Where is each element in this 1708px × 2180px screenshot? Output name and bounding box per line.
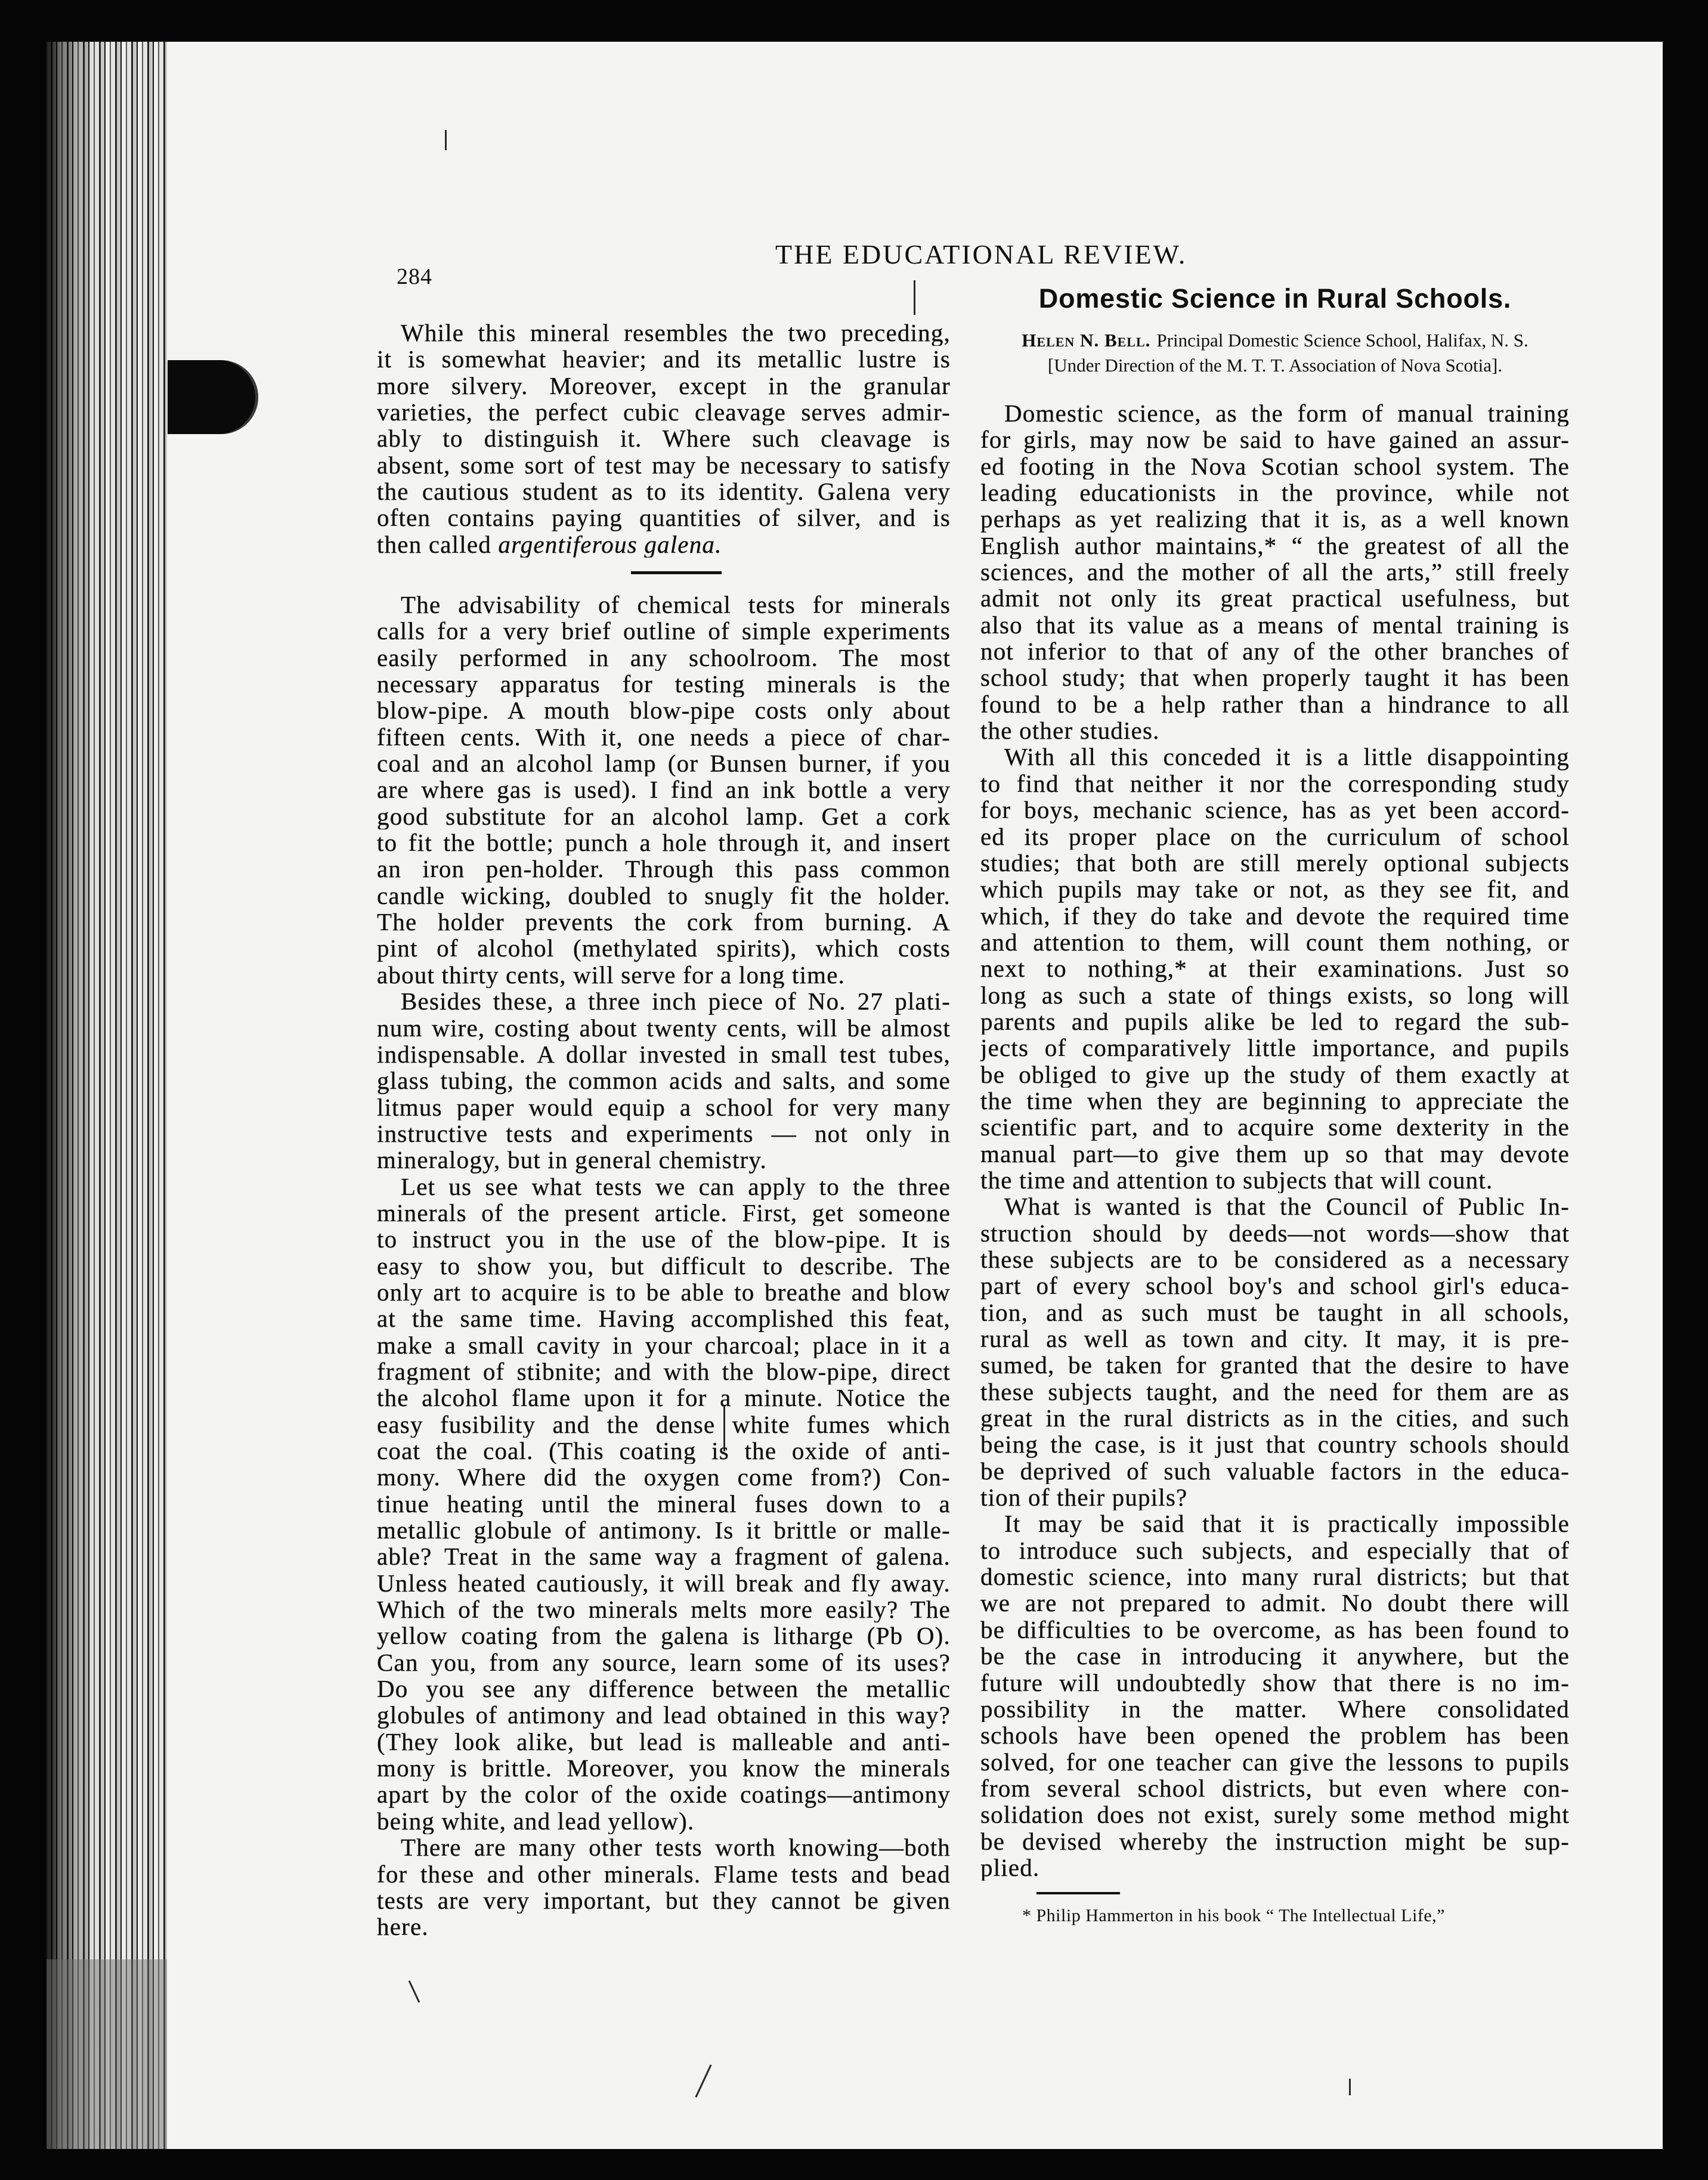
text-line: ed its proper place on the curriculum of school — [980, 823, 1570, 850]
text-line: (They look alike, but lead is malleable and anti- — [377, 1728, 951, 1755]
text-line: mony is brittle. Moreover, you know the minerals — [377, 1755, 951, 1782]
text-line: which pupils may take or not, as they see fit, and — [980, 876, 1570, 903]
text-line: solved, for one teacher can give the lessons to pupils — [980, 1748, 1570, 1775]
text-line: admit not only its great practical usefulness, but — [980, 585, 1570, 612]
text-line: globules of antimony and lead obtained in this way? — [377, 1702, 951, 1729]
scan-mark — [914, 280, 915, 315]
text-line: blow-pipe. A mouth blow-pipe costs only about — [377, 697, 951, 724]
text-line: next to nothing,* at their examinations. Just so — [980, 955, 1570, 982]
text-line: candle wicking, doubled to snugly fit the holder. — [377, 882, 951, 909]
text-line: fragment of stibnite; and with the blow-pipe, direct — [377, 1358, 951, 1385]
text-line: apart by the color of the oxide coatings—antimony — [377, 1781, 951, 1808]
byline — [980, 328, 1570, 353]
text-line: Domestic science, as the form of manual training — [1004, 400, 1570, 427]
paragraph — [377, 988, 951, 1173]
journal-title: THE EDUCATIONAL REVIEW. — [775, 239, 1187, 270]
text-line: easy fusibility and the dense white fumes which — [377, 1411, 951, 1438]
text-line: mineralogy, but in general chemistry. — [377, 1147, 767, 1173]
paragraph — [980, 744, 1570, 1193]
text-line: parents and pupils alike be led to regard the sub- — [980, 1008, 1570, 1035]
text-line: which, if they do take and devote the required time — [980, 902, 1570, 929]
text-line: possibility in the matter. Where consolidated — [980, 1695, 1570, 1723]
text-line: great in the rural districts as in the cities, and such — [980, 1405, 1570, 1432]
text-line: It may be said that it is practically impossible — [1004, 1510, 1570, 1537]
text-line: studies; that both are still merely optional subjects — [980, 849, 1570, 877]
page-number: 284 — [397, 264, 432, 289]
text-line: the alcohol flame upon it for a minute. Notice the — [377, 1385, 951, 1411]
text-line: more silvery. Moreover, except in the granular — [377, 372, 951, 400]
text-line: English author maintains,* “ the greatest of all the — [980, 532, 1570, 559]
text-line: be the case in introducing it anywhere, but the — [980, 1643, 1570, 1670]
text-line: domestic science, into many rural districts; but that — [980, 1563, 1570, 1590]
text-line: coal and an alcohol lamp (or Bunsen burner, if you — [377, 750, 951, 777]
text-line: jects of comparatively little importance, and pupils — [980, 1035, 1570, 1061]
text-line: instructive tests and experiments — not only in — [377, 1120, 951, 1147]
text-line: are where gas is used). I find an ink bottle a very — [377, 776, 951, 803]
text-line: Let us see what tests we can apply to the three — [401, 1173, 951, 1200]
paragraph — [377, 320, 951, 558]
paragraph — [980, 1510, 1570, 1881]
text-line: ably to distinguish it. Where such cleavage is — [377, 425, 951, 452]
text-line: minerals of the present article. First, get someone — [377, 1199, 951, 1227]
text-line: glass tubing, the common acids and salts, and some — [377, 1067, 951, 1094]
text-line: from several school districts, but even where con- — [980, 1775, 1570, 1802]
text-line: rural as well as town and city. It may, it is pre- — [980, 1326, 1570, 1352]
text-line: and attention to them, will count them nothing, or — [980, 928, 1570, 956]
text-line: it is somewhat heavier; and its metallic lustre is — [377, 346, 951, 373]
text-line: yellow coating from the galena is litharge (Pb O). — [377, 1622, 951, 1649]
text-line: to find that neither it nor the corresponding study — [980, 770, 1570, 797]
paragraph — [980, 1193, 1570, 1510]
text-line: scientific part, and to acquire some dexterity in the — [980, 1114, 1570, 1141]
text-line: The holder prevents the cork from burning. A — [377, 909, 951, 936]
scan-mark — [445, 130, 447, 150]
text-line: manual part—to give them up so that may devote — [980, 1140, 1570, 1167]
left-column-body — [377, 592, 951, 1940]
footnote-rule — [1036, 1892, 1120, 1894]
text-line: Can you, from any source, learn some of its uses? — [377, 1649, 951, 1676]
paragraph — [377, 592, 951, 988]
text-line: be devised whereby the instruction might be sup- — [980, 1828, 1570, 1854]
article-title: Domestic Science in Rural Schools. — [1038, 283, 1512, 314]
text-line: only art to acquire is to be able to breathe and blow — [377, 1278, 951, 1306]
text-line: to instruct you in the use of the blow-pipe. It is — [377, 1226, 951, 1253]
text-line: at the same time. Having accomplished this feat, — [377, 1305, 951, 1332]
text-line: long as such a state of things exists, so long will — [980, 981, 1570, 1008]
text-line: an iron pen-holder. Through this pass common — [377, 856, 951, 882]
footnote: * Philip Hammerton in his book “ The Intellectual Life,” — [1022, 1906, 1445, 1925]
text-line: tests are very important, but they cannot be given — [377, 1887, 951, 1914]
text-line: the other studies. — [980, 717, 1160, 744]
text-line: mony. Where did the oxygen come from?) Con- — [377, 1464, 951, 1491]
text-line: being the case, is it just that country schools should — [980, 1431, 1570, 1458]
text-line: not inferior to that of any of the other branches of — [980, 638, 1570, 665]
text-line: for boys, mechanic science, has as yet been accord- — [980, 797, 1570, 823]
text-line: also that its value as a means of mental training is — [980, 611, 1570, 639]
text-line: to introduce such subjects, and especially that of — [980, 1537, 1570, 1564]
text-line: With all this conceded it is a little disappointing — [1004, 744, 1570, 770]
paragraph — [377, 1173, 951, 1835]
text-line: good substitute for an alcohol lamp. Get a cork — [377, 803, 951, 830]
text-line: The advisability of chemical tests for minerals — [401, 592, 951, 618]
left-column-intro — [377, 320, 951, 558]
text-line: future will undoubtedly show that there is no im- — [980, 1669, 1570, 1696]
text-line: able? Treat in the same way a fragment of galena. — [377, 1543, 951, 1570]
text-line: fifteen cents. With it, one needs a piece of char- — [377, 723, 951, 751]
section-divider — [631, 571, 722, 574]
text-line: While this mineral resembles the two preceding, — [401, 320, 951, 346]
text-line: we are not prepared to admit. No doubt there will — [980, 1590, 1570, 1617]
text-line: necessary apparatus for testing minerals is the — [377, 671, 951, 698]
text-line: There are many other tests worth knowing—both — [401, 1834, 951, 1861]
text-line: about thirty cents, will serve for a long time. — [377, 961, 846, 989]
text-line: tion of their pupils? — [980, 1484, 1188, 1511]
text-line: easily performed in any schoolroom. The most — [377, 644, 951, 671]
binding-clip-shadow — [168, 360, 258, 434]
text-line: sumed, be taken for granted that the desire to have — [980, 1352, 1570, 1379]
text-line — [377, 531, 951, 558]
text-line: plied. — [980, 1854, 1040, 1881]
text-line: here. — [377, 1913, 429, 1940]
text-line: tion, and as such must be taught in all schools, — [980, 1299, 1570, 1326]
scan-mark — [1349, 2079, 1351, 2095]
text-line: perhaps as yet realizing that it is, as a well known — [980, 506, 1570, 532]
text-line: part of every school boy's and school girl's educa- — [980, 1272, 1570, 1299]
text-line: to fit the bottle; punch a hole through it, and insert — [377, 829, 951, 856]
text-line: being white, and lead yellow). — [377, 1807, 695, 1835]
text-line: absent, some sort of test may be necessary to satisfy — [377, 451, 951, 479]
text-line: pint of alcohol (methylated spirits), which costs — [377, 935, 951, 962]
text-line: sciences, and the mother of all the arts,” still freely — [980, 559, 1570, 586]
text-line: metallic globule of antimony. Is it brittle or malle- — [377, 1517, 951, 1544]
text-line: these subjects are to be considered as a necessary — [980, 1246, 1570, 1273]
text-line: calls for a very brief outline of simple experiments — [377, 618, 951, 645]
paragraph — [377, 1834, 951, 1940]
text-line: num wire, costing about twenty cents, will be almost — [377, 1014, 951, 1041]
text-line: litmus paper would equip a school for very many — [377, 1094, 951, 1120]
text-line: be obliged to give up the study of them exactly at — [980, 1061, 1570, 1088]
text-line: make a small cavity in your charcoal; place in it a — [377, 1331, 951, 1358]
text-line: Do you see any difference between the metallic — [377, 1676, 951, 1702]
text-line: be deprived of such valuable factors in the educa- — [980, 1457, 1570, 1485]
text-line: for girls, may now be said to have gained an assur- — [980, 426, 1570, 453]
text-line: these subjects taught, and the need for them are as — [980, 1378, 1570, 1405]
text-line: the time when they are beginning to appreciate the — [980, 1087, 1570, 1114]
text-line: the cautious student as to its identity. Galena very — [377, 478, 951, 505]
text-line: struction should by deeds—not words—show that — [980, 1219, 1570, 1246]
text-line: easy to show you, but difficult to describe. The — [377, 1252, 951, 1279]
text-line: often contains paying quantities of silver, and is — [377, 504, 951, 531]
text-line: for these and other minerals. Flame tests and bead — [377, 1860, 951, 1887]
text-line: varieties, the perfect cubic cleavage serves admir- — [377, 399, 951, 426]
text-line: Unless heated cautiously, it will break and fly away. — [377, 1569, 951, 1597]
book-page-edges — [47, 42, 168, 2149]
text-line: Besides these, a three inch piece of No. 27 plati- — [401, 988, 951, 1015]
text-line: What is wanted is that the Council of Public In- — [1004, 1193, 1570, 1220]
author-position: Principal Domestic Science School, Halifax, N. S. — [1156, 330, 1528, 351]
byline-note: [Under Direction of the M. T. T. Association of Nova Scotia]. — [1047, 355, 1503, 376]
text-run: then called — [377, 531, 499, 558]
text-line: coat the coal. (This coating is the oxide of anti- — [377, 1438, 951, 1464]
right-column-body — [980, 400, 1570, 1881]
text-line: ed footing in the Nova Scotian school system. The — [980, 453, 1570, 480]
italic-phrase: argentiferous galena. — [498, 531, 722, 558]
text-line: schools have been opened the problem has been — [980, 1722, 1570, 1749]
text-line: tinue heating until the mineral fuses down to a — [377, 1490, 951, 1518]
author-name: Helen N. Bell. — [1022, 330, 1151, 351]
text-line: leading educationists in the province, while not — [980, 479, 1570, 506]
paragraph — [980, 400, 1570, 744]
text-line: indispensable. A dollar invested in small test tubes, — [377, 1041, 951, 1068]
text-line: found to be a help rather than a hindrance to all — [980, 690, 1570, 718]
text-line: the time and attention to subjects that will count. — [980, 1166, 1493, 1194]
text-line: be difficulties to be overcome, as has been found to — [980, 1616, 1570, 1643]
text-line: school study; that when properly taught it has been — [980, 664, 1570, 691]
text-line: Which of the two minerals melts more easily? The — [377, 1596, 951, 1623]
text-line: solidation does not exist, surely some method might — [980, 1801, 1570, 1828]
